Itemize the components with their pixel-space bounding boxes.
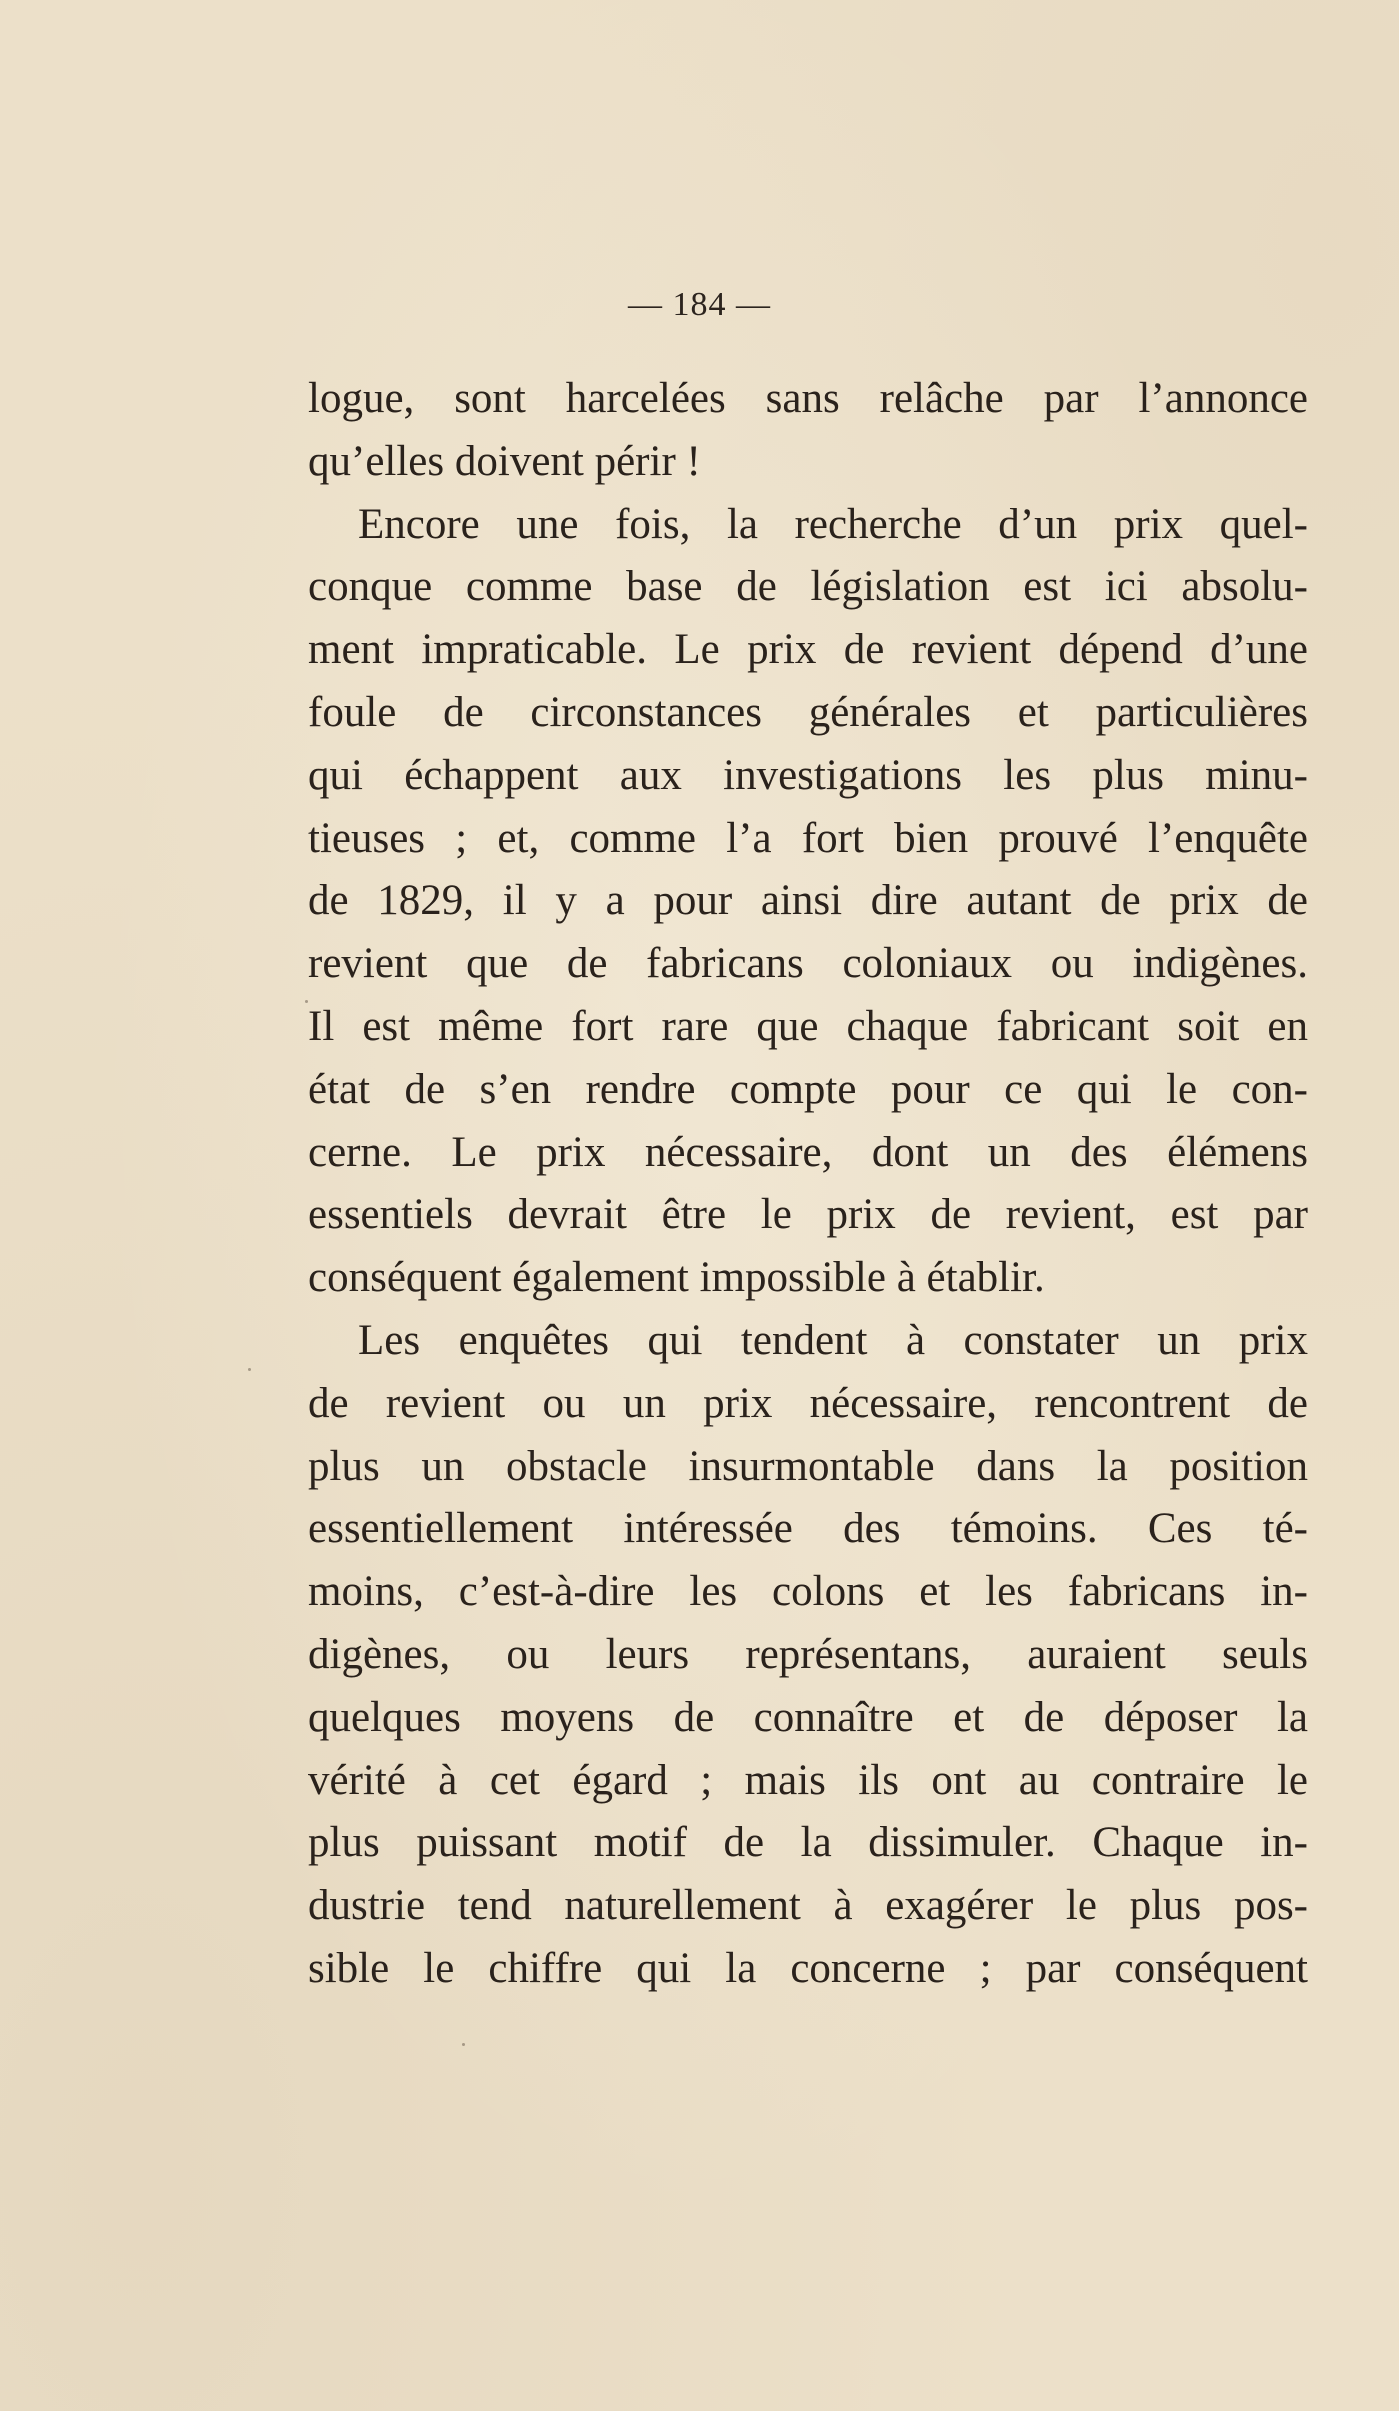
paper-speck — [462, 2043, 465, 2046]
text-line: plus puissant motif de la dissimuler. Chaque in- — [308, 1819, 1308, 1867]
text-line: conséquent également impossible à établir. — [308, 1254, 1045, 1302]
text-line: qui échappent aux investigations les plus minu- — [308, 751, 1308, 799]
text-line: vérité à cet égard ; mais ils ont au contraire le — [308, 1756, 1308, 1804]
body-text — [308, 368, 1308, 2001]
text-line: moins, c’est-à-dire les colons et les fabricans in- — [308, 1568, 1308, 1616]
text-line: plus un obstacle insurmontable dans la position — [308, 1442, 1308, 1490]
text-line: Il est même fort rare que chaque fabricant soit en — [308, 1002, 1308, 1050]
text-line: cerne. Le prix nécessaire, dont un des élémens — [308, 1128, 1308, 1176]
text-line: foule de circonstances générales et particulières — [308, 688, 1308, 736]
text-line: sible le chiffre qui la concerne ; par conséquent — [308, 1944, 1308, 1992]
text-line: tieuses ; et, comme l’a fort bien prouvé l’enquête — [308, 814, 1308, 862]
text-line: Encore une fois, la recherche d’un prix quel- — [358, 500, 1308, 548]
page-number: — 184 — — [628, 286, 771, 323]
text-line: état de s’en rendre compte pour ce qui le con- — [308, 1065, 1308, 1113]
paper-speck — [305, 1000, 308, 1003]
text-line: quelques moyens de connaître et de déposer la — [308, 1693, 1308, 1741]
text-line: Les enquêtes qui tendent à constater un prix — [358, 1316, 1308, 1364]
paper-speck — [248, 1368, 251, 1371]
text-line: revient que de fabricans coloniaux ou indigènes. — [308, 940, 1308, 988]
text-line: de revient ou un prix nécessaire, rencontrent de — [308, 1379, 1308, 1427]
text-line: de 1829, il y a pour ainsi dire autant de prix de — [308, 877, 1308, 925]
text-line: ment impraticable. Le prix de revient dépend d’une — [308, 626, 1308, 674]
text-line: digènes, ou leurs représentans, auraient seuls — [308, 1630, 1308, 1678]
text-line: essentiellement intéressée des témoins. Ces té- — [308, 1505, 1308, 1553]
text-line: dustrie tend naturellement à exagérer le plus pos- — [308, 1882, 1308, 1930]
text-line: conque comme base de législation est ici absolu- — [308, 563, 1308, 611]
text-line: logue, sont harcelées sans relâche par l’annonce — [308, 375, 1308, 422]
text-line: essentiels devrait être le prix de revient, est par — [308, 1191, 1308, 1239]
text-line: qu’elles doivent périr ! — [308, 437, 701, 485]
